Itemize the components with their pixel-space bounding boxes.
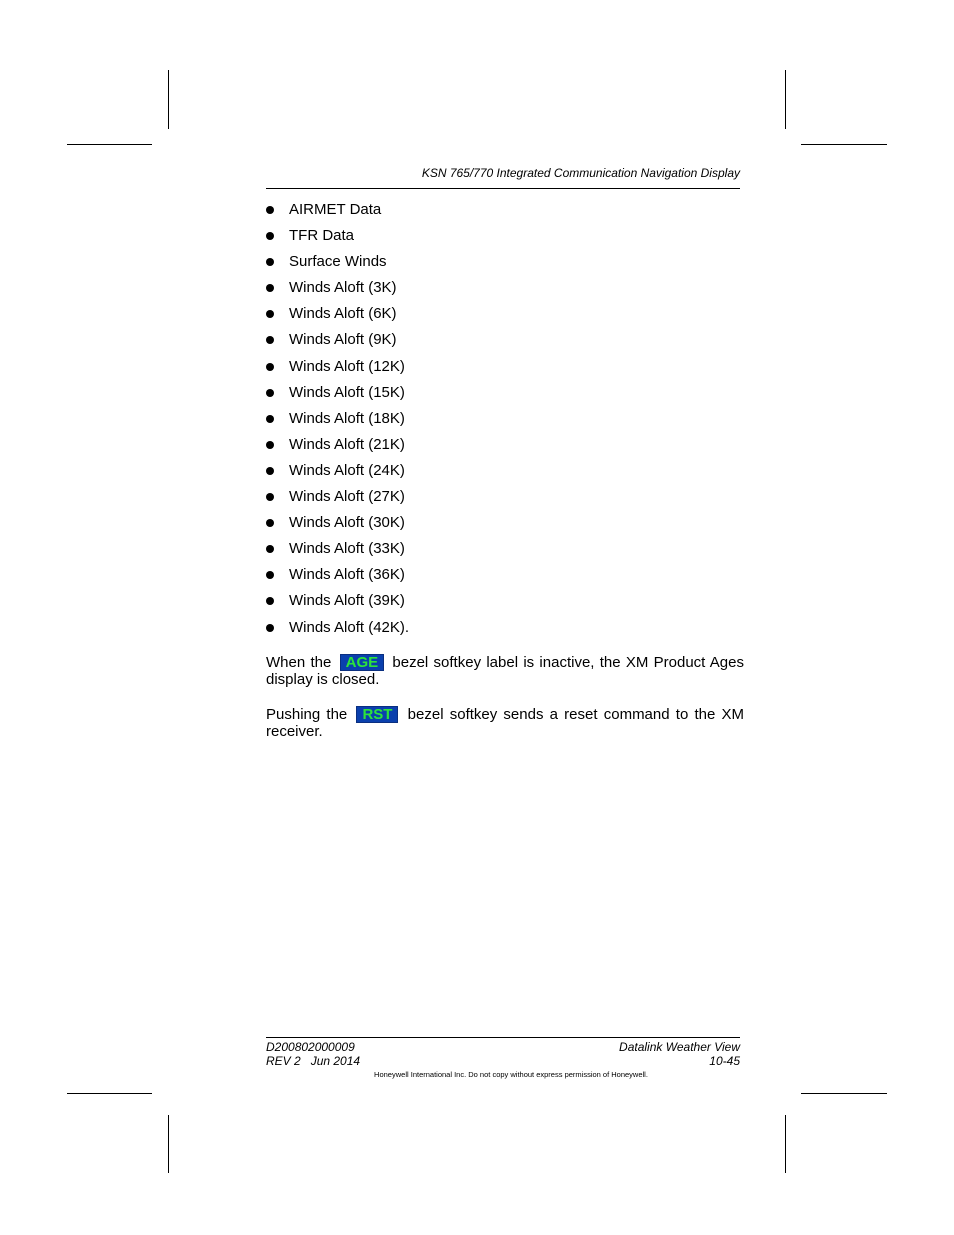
- para1-body-text: bezel softkey label is inactive, the XM Product Ages display is closed.: [266, 654, 744, 688]
- list-item: [266, 252, 409, 278]
- list-item-text: AIRMET Data: [289, 201, 382, 218]
- bullet-icon: [266, 232, 274, 240]
- list-item-text: Winds Aloft (3K): [289, 279, 397, 297]
- list-item: [266, 565, 409, 591]
- crop-mark: [168, 70, 169, 129]
- bullet-icon: [266, 310, 274, 318]
- bullet-icon: [266, 519, 274, 527]
- bullet-icon: [266, 415, 274, 423]
- section-title: Datalink Weather View: [619, 1040, 740, 1054]
- list-item-text: Winds Aloft (15K): [289, 383, 405, 401]
- bullet-icon: [266, 597, 274, 605]
- bullet-icon: [266, 258, 274, 266]
- list-item-text: Winds Aloft (30K): [289, 514, 405, 532]
- crop-mark: [67, 1093, 152, 1094]
- revision-date: Jun 2014: [310, 1054, 361, 1068]
- bullet-icon: [266, 441, 274, 449]
- revision-line: [266, 1054, 360, 1068]
- bullet-icon: [266, 363, 274, 371]
- bullet-icon: [266, 571, 274, 579]
- bullet-icon: [266, 467, 274, 475]
- list-item-text: Winds Aloft (42K).: [289, 618, 410, 636]
- list-item-text: Winds Aloft (24K): [289, 461, 405, 479]
- list-item-text: Winds Aloft (18K): [289, 409, 405, 427]
- header-rule: [266, 188, 740, 189]
- list-item-text: Winds Aloft (12K): [289, 357, 405, 375]
- list-item-text: Winds Aloft (39K): [289, 592, 405, 610]
- doc-number: D200802000009: [266, 1040, 355, 1054]
- para2-lead-text: Pushing the: [266, 706, 348, 723]
- list-item: [266, 383, 409, 409]
- list-item: [266, 226, 409, 252]
- revision: REV 2: [266, 1054, 301, 1068]
- crop-mark: [801, 1093, 887, 1094]
- bullet-icon: [266, 284, 274, 292]
- list-item: [266, 409, 409, 435]
- list-item: [266, 304, 409, 330]
- para2-body-text: bezel softkey sends a reset command to the XM receiver.: [266, 706, 745, 740]
- list-item: [266, 278, 409, 304]
- running-header: KSN 765/770 Integrated Communication Navigation Display: [421, 166, 740, 180]
- list-item-text: Winds Aloft (33K): [289, 540, 405, 558]
- list-item: [266, 200, 409, 226]
- list-item-text: Winds Aloft (9K): [289, 331, 397, 349]
- bullet-icon: [266, 336, 274, 344]
- list-item-text: Surface Winds: [289, 253, 387, 271]
- list-item-text: Winds Aloft (21K): [289, 435, 405, 453]
- age-softkey-label: AGE: [340, 654, 385, 671]
- list-item: [266, 513, 409, 539]
- age-softkey-paragraph: [266, 654, 744, 688]
- bullet-icon: [266, 493, 274, 501]
- list-item-text: Winds Aloft (27K): [289, 488, 405, 506]
- bullet-list: [266, 200, 409, 644]
- list-item: [266, 591, 409, 617]
- list-item: [266, 618, 409, 644]
- footer-rule: [266, 1037, 740, 1038]
- list-item-text: Winds Aloft (36K): [289, 566, 405, 584]
- footer-doc-info: [266, 1040, 360, 1068]
- rst-softkey-paragraph: [266, 706, 744, 740]
- crop-mark: [168, 1115, 169, 1173]
- bullet-icon: [266, 545, 274, 553]
- footer-section-info: [619, 1040, 740, 1068]
- para1-lead-text: When the: [266, 654, 332, 671]
- page-number: 10-45: [709, 1054, 740, 1068]
- crop-mark: [785, 1115, 786, 1173]
- crop-mark: [785, 70, 786, 129]
- bullet-icon: [266, 389, 274, 397]
- rst-softkey-label: RST: [356, 706, 398, 723]
- list-item-text: TFR Data: [289, 227, 355, 245]
- bullet-icon: [266, 206, 274, 214]
- list-item: [266, 330, 409, 356]
- bullet-icon: [266, 624, 274, 632]
- copyright-notice: Honeywell International Inc. Do not copy without express permission of Honeywell.: [374, 1070, 648, 1079]
- list-item: [266, 461, 409, 487]
- list-item: [266, 357, 409, 383]
- list-item: [266, 487, 409, 513]
- crop-mark: [67, 144, 152, 145]
- list-item: [266, 435, 409, 461]
- list-item: [266, 539, 409, 565]
- list-item-text: Winds Aloft (6K): [289, 305, 397, 323]
- crop-mark: [801, 144, 887, 145]
